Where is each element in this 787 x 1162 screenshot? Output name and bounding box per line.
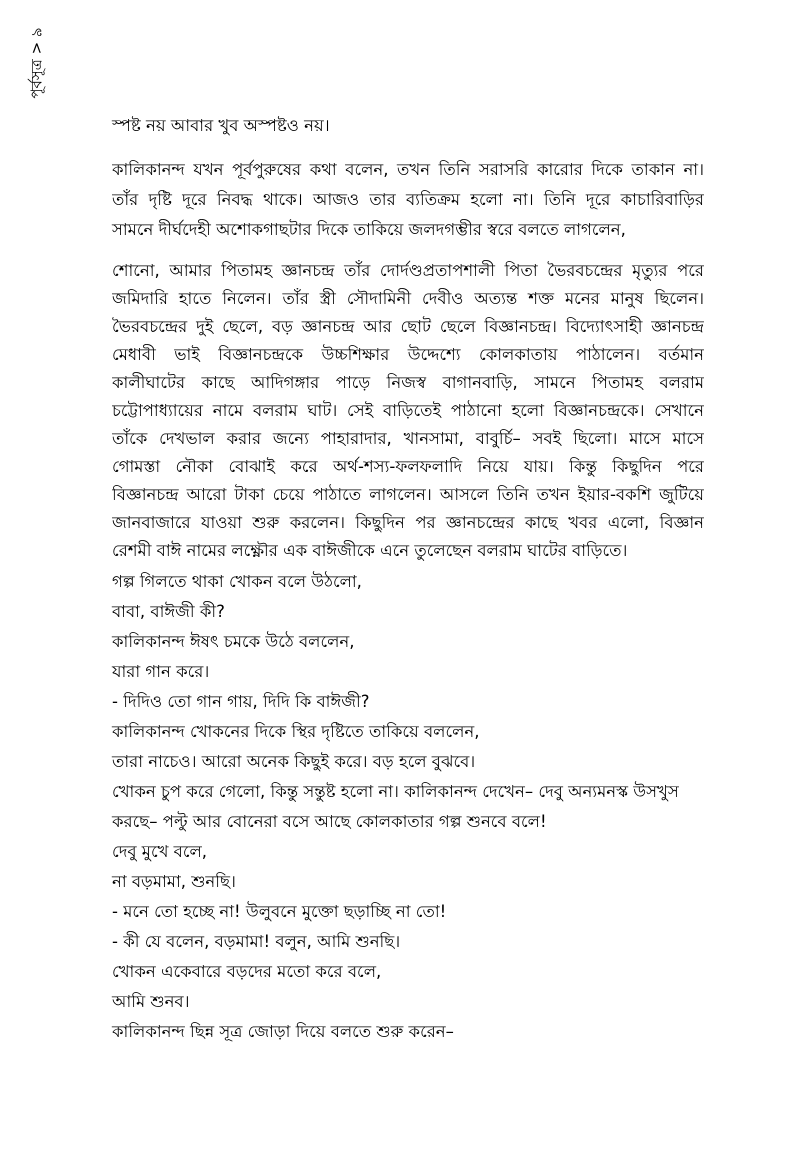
text-line: কালিকানন্দ ছিন্ন সূত্র জোড়া দিয়ে বলতে শুরু করেন–	[112, 1022, 454, 1041]
text-line: খোকন একেবারে বড়দের মতো করে বলে,	[112, 962, 382, 981]
text-line: যারা গান করে।	[112, 662, 210, 681]
text-line: শোনো, আমার পিতামহ জ্ঞানচন্দ্র তাঁর দোর্দণ্ডপ্রতাপশালী পিতা ভৈরবচন্দ্রের মৃত্যুর পরে	[112, 261, 704, 280]
text-line: - কী যে বলেন, বড়মামা! বলুন, আমি শুনছি।	[112, 932, 401, 951]
text-line: জমিদারি হাতে নিলেন। তাঁর স্ত্রী সৌদামিনী দেবীও অত্যন্ত শক্ত মনের মানুষ ছিলেন।	[112, 289, 704, 308]
running-header	[23, 28, 53, 98]
text-line: ভৈরবচন্দ্রের দুই ছেলে, বড় জ্ঞানচন্দ্র আর ছোট ছেলে বিজ্ঞানচন্দ্র। বিদ্যোৎসাহী জ্ঞানচন্দ্র	[112, 317, 704, 336]
text-line: কালিকানন্দ খোকনের দিকে স্থির দৃষ্টিতে তাকিয়ে বললেন,	[112, 722, 480, 741]
text-line: আমি শুনব।	[112, 992, 190, 1011]
text-line: মেধাবী ভাই বিজ্ঞানচন্দ্রকে উচ্চশিক্ষার উদ্দেশ্যে কোলকাতায় পাঠালেন। বর্তমান	[112, 345, 704, 364]
text-line: কালিকানন্দ ঈষৎ চমকে উঠে বললেন,	[112, 632, 355, 651]
text-line: তাঁকে দেখভাল করার জন্যে পাহারাদার, খানসামা, বাবুর্চি– সবই ছিলো। মাসে মাসে	[112, 429, 704, 448]
text-line: - দিদিও তো গান গায়, দিদি কি বাঈজী?	[112, 692, 370, 711]
text-line: বাবা, বাঈজী কী?	[112, 602, 225, 621]
text-line: চট্টোপাধ্যায়ের নামে বলরাম ঘাট। সেই বাড়িতেই পাঠানো হলো বিজ্ঞানচন্দ্রকে। সেখানে	[112, 401, 704, 420]
text-line: বিজ্ঞানচন্দ্র আরো টাকা চেয়ে পাঠাতে লাগলেন। আসলে তিনি তখন ইয়ার-বকশি জুটিয়ে	[112, 485, 704, 504]
text-line: গল্প গিলতে থাকা খোকন বলে উঠলো,	[112, 572, 362, 591]
text-line: দেবু মুখে বলে,	[112, 842, 208, 861]
running-header-text: পূর্বসূত্র > ৯	[27, 27, 46, 99]
text-line: খোকন চুপ করে গেলো, কিন্তু সন্তুষ্ট হলো না। কালিকানন্দ দেখেন– দেবু অন্যমনস্ক উসখুস	[112, 782, 679, 801]
text-line: - মনে তো হচ্ছে না! উলুবনে মুক্তো ছড়াচ্ছি না তো!	[112, 902, 447, 921]
text-line: করছে– পল্টু আর বোনেরা বসে আছে কোলকাতার গল্প শুনবে বলে!	[112, 812, 547, 831]
text-line: তাঁর দৃষ্টি দূরে নিবদ্ধ থাকে। আজও তার ব্যতিক্রম হলো না। তিনি দূরে কাচারিবাড়ির	[112, 190, 704, 209]
text-line: কালিকানন্দ যখন পূর্বপুরুষের কথা বলেন, তখন তিনি সরাসরি কারোর দিকে তাকান না।	[112, 160, 704, 179]
text-line: স্পষ্ট নয় আবার খুব অস্পষ্টও নয়।	[112, 116, 330, 135]
text-line: গোমস্তা নৌকা বোঝাই করে অর্থ-শস্য-ফলফলাদি নিয়ে যায়। কিন্তু কিছুদিন পরে	[112, 457, 704, 476]
text-line: জানবাজারে যাওয়া শুরু করলেন। কিছুদিন পর জ্ঞানচন্দ্রের কাছে খবর এলো, বিজ্ঞান	[112, 513, 704, 532]
text-line: তারা নাচেও। আরো অনেক কিছুই করে। বড় হলে বুঝবে।	[112, 752, 476, 771]
text-line: সামনে দীর্ঘদেহী অশোকগাছটার দিকে তাকিয়ে জলদগম্ভীর স্বরে বলতে লাগলেন,	[112, 220, 626, 239]
text-line: রেশমী বাঈ নামের লক্ষ্ণৌর এক বাঈজীকে এনে তুলেছেন বলরাম ঘাটের বাড়িতে।	[112, 541, 628, 560]
text-line: না বড়মামা, শুনছি।	[112, 872, 236, 891]
text-line: কালীঘাটের কাছে আদিগঙ্গার পাড়ে নিজস্ব বাগানবাড়ি, সামনে পিতামহ বলরাম	[112, 373, 704, 392]
